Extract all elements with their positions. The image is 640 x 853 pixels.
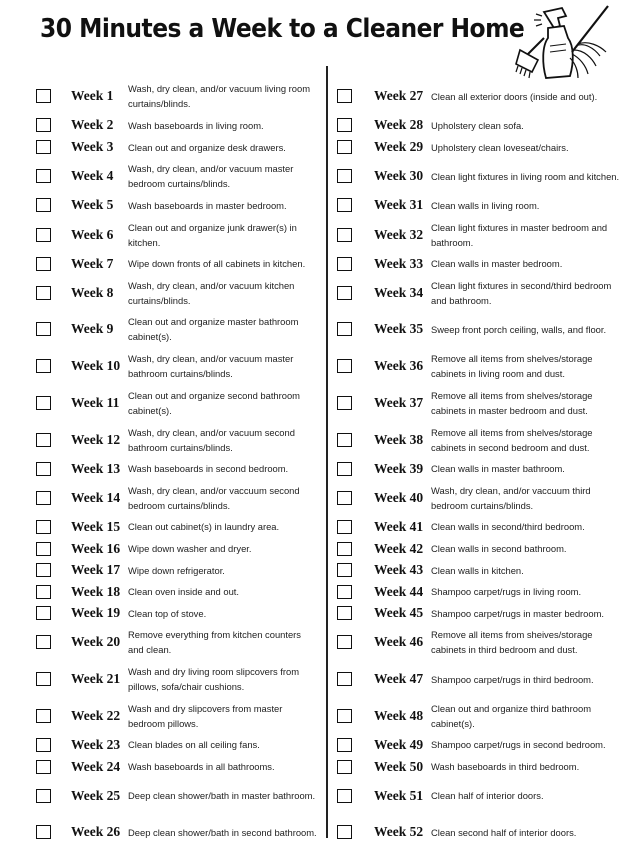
checkbox[interactable] xyxy=(36,433,51,447)
task-text: Upholstery clean sofa. xyxy=(431,119,524,131)
checkbox[interactable] xyxy=(337,198,352,212)
checklist-row xyxy=(36,698,336,735)
checkbox[interactable] xyxy=(337,228,352,242)
week-label: Week 29 xyxy=(374,139,424,155)
week-label: Week 37 xyxy=(374,394,424,410)
checkbox[interactable] xyxy=(36,709,51,723)
week-label: Week 8 xyxy=(71,284,114,300)
checkbox[interactable] xyxy=(36,198,51,212)
task-text: Wash and dry living room slipcovers from pillows, sofa/chair cushions. xyxy=(128,666,300,693)
checklist-row xyxy=(36,216,336,253)
checkbox[interactable] xyxy=(337,396,352,410)
week-label: Week 35 xyxy=(374,321,424,337)
checkbox[interactable] xyxy=(36,672,51,686)
checklist-row xyxy=(36,603,336,625)
week-label: Week 1 xyxy=(71,88,114,104)
checklist-left-column xyxy=(36,78,336,851)
task-text: Clean walls in kitchen. xyxy=(431,564,524,576)
checklist-row xyxy=(36,348,336,385)
task-text: Upholstery clean loveseat/chairs. xyxy=(431,141,569,153)
checklist-row xyxy=(337,136,637,158)
checkbox[interactable] xyxy=(337,491,352,505)
task-text: Clean walls in master bathroom. xyxy=(431,463,565,475)
checkbox[interactable] xyxy=(36,563,51,577)
checkbox[interactable] xyxy=(337,789,352,803)
task-text: Clean blades on all ceiling fans. xyxy=(128,739,260,751)
checkbox[interactable] xyxy=(36,635,51,649)
checkbox[interactable] xyxy=(337,118,352,132)
week-label: Week 28 xyxy=(374,117,424,133)
checkbox[interactable] xyxy=(36,825,51,839)
task-text: Clean walls in living room. xyxy=(431,199,540,211)
week-label: Week 26 xyxy=(71,824,121,840)
checklist-row xyxy=(337,421,637,458)
task-text: Wash baseboards in second bedroom. xyxy=(128,463,289,475)
task-text: Shampoo carpet/rugs in master bedroom. xyxy=(431,607,605,619)
task-text: Wash, dry clean, and/or vacuum kitchen curtains/blinds. xyxy=(128,279,295,306)
week-label: Week 22 xyxy=(71,707,121,723)
checkbox[interactable] xyxy=(337,825,352,839)
task-text: Wash, dry clean, and/or vacuum master bathroom curtains/blinds. xyxy=(128,353,294,380)
checklist-row xyxy=(337,158,637,195)
task-text: Clean walls in second bathroom. xyxy=(431,543,567,555)
checklist-row xyxy=(337,348,637,385)
checklist-row xyxy=(36,777,336,814)
checklist-row xyxy=(36,253,336,275)
checklist-row xyxy=(337,603,637,625)
week-label: Week 51 xyxy=(374,787,424,803)
checklist-row xyxy=(337,311,637,348)
checkbox[interactable] xyxy=(337,433,352,447)
week-label: Week 27 xyxy=(374,88,424,104)
checklist-row xyxy=(36,756,336,778)
checklist-row xyxy=(337,814,637,851)
task-text: Deep clean shower/bath in second bathroom. xyxy=(128,826,317,838)
week-label: Week 14 xyxy=(71,489,121,505)
checklist-row xyxy=(337,253,637,275)
checkbox[interactable] xyxy=(36,118,51,132)
week-label: Week 34 xyxy=(374,284,424,300)
task-text: Wash, dry clean, and/or vaccuum third bedroom curtains/blinds. xyxy=(431,484,591,511)
checklist-row xyxy=(36,115,336,137)
checkbox[interactable] xyxy=(337,585,352,599)
week-label: Week 40 xyxy=(374,489,424,505)
checklist-row xyxy=(337,274,637,311)
checklist-row xyxy=(36,158,336,195)
week-label: Week 5 xyxy=(71,197,114,213)
checkbox[interactable] xyxy=(36,396,51,410)
checklist-row xyxy=(36,421,336,458)
checklist-row xyxy=(337,195,637,217)
task-text: Clean top of stove. xyxy=(128,607,207,619)
checklist-row xyxy=(337,734,637,756)
week-label: Week 38 xyxy=(374,431,424,447)
task-text: Clean light fixtures in second/third bedroom and bathroom. xyxy=(431,279,612,306)
week-label: Week 7 xyxy=(71,255,114,271)
checklist-row xyxy=(337,756,637,778)
task-text: Wash baseboards in all bathrooms. xyxy=(128,761,275,773)
week-label: Week 39 xyxy=(374,460,424,476)
week-label: Week 2 xyxy=(71,117,114,133)
checklist-row xyxy=(36,538,336,560)
checklist-right-column xyxy=(337,78,637,851)
week-label: Week 43 xyxy=(374,562,424,578)
task-text: Wash baseboards in master bedroom. xyxy=(128,199,287,211)
checklist-row xyxy=(337,115,637,137)
week-label: Week 41 xyxy=(374,518,424,534)
task-text: Remove all items from shelves/storage cabinets in master bedroom and dust. xyxy=(431,389,593,416)
task-text: Clean out cabinet(s) in laundry area. xyxy=(128,521,280,533)
checkbox[interactable] xyxy=(36,140,51,154)
checkbox[interactable] xyxy=(337,709,352,723)
week-label: Week 20 xyxy=(71,634,121,650)
checkbox[interactable] xyxy=(337,322,352,336)
checklist-row xyxy=(36,734,336,756)
week-label: Week 23 xyxy=(71,736,121,752)
task-text: Wash, dry clean, and/or vacuum second bathroom curtains/blinds. xyxy=(128,426,295,453)
week-label: Week 30 xyxy=(374,168,424,184)
checkbox[interactable] xyxy=(337,672,352,686)
week-label: Week 42 xyxy=(374,540,424,556)
task-text: Clean all exterior doors (inside and out). xyxy=(431,90,598,102)
week-label: Week 13 xyxy=(71,460,121,476)
checkbox[interactable] xyxy=(36,286,51,300)
week-label: Week 32 xyxy=(374,226,424,242)
task-text: Remove all items from shelves/storage cabinets in second bedroom and dust. xyxy=(431,426,593,453)
checkbox[interactable] xyxy=(337,520,352,534)
task-text: Clean light fixtures in living room and kitchen. xyxy=(431,170,620,182)
checkbox[interactable] xyxy=(36,520,51,534)
checkbox[interactable] xyxy=(337,635,352,649)
task-text: Deep clean shower/bath in master bathroom. xyxy=(128,790,316,802)
week-label: Week 50 xyxy=(374,758,424,774)
week-label: Week 31 xyxy=(374,197,424,213)
checkbox[interactable] xyxy=(36,542,51,556)
checklist-row xyxy=(36,136,336,158)
task-text: Wash baseboards in third bedroom. xyxy=(431,761,580,773)
checklist-row xyxy=(36,661,336,698)
week-label: Week 11 xyxy=(71,394,120,410)
week-label: Week 24 xyxy=(71,758,121,774)
week-label: Week 48 xyxy=(374,707,424,723)
checklist-row xyxy=(337,581,637,603)
task-text: Clean second half of interior doors. xyxy=(431,826,577,838)
week-label: Week 47 xyxy=(374,671,424,687)
checkbox[interactable] xyxy=(337,462,352,476)
task-text: Wipe down washer and dryer. xyxy=(128,543,252,555)
checklist-row xyxy=(337,516,637,538)
task-text: Clean out and organize junk drawer(s) in kitchen. xyxy=(128,221,297,248)
checkbox[interactable] xyxy=(337,738,352,752)
checklist-row xyxy=(36,385,336,422)
checkbox[interactable] xyxy=(36,491,51,505)
cleaning-supplies-icon xyxy=(514,2,610,82)
task-text: Clean out and organize second bathroom cabinet(s). xyxy=(128,389,300,416)
week-label: Week 25 xyxy=(71,787,121,803)
task-text: Wash, dry clean, and/or vacuum master bedroom curtains/blinds. xyxy=(128,163,294,190)
task-text: Clean out and organize third bathroom cabinet(s). xyxy=(431,702,591,729)
checklist-row xyxy=(36,311,336,348)
checkbox[interactable] xyxy=(36,789,51,803)
task-text: Clean out and organize desk drawers. xyxy=(128,141,286,153)
checklist-row xyxy=(36,559,336,581)
week-label: Week 15 xyxy=(71,518,121,534)
checkbox[interactable] xyxy=(36,359,51,373)
checkbox[interactable] xyxy=(337,257,352,271)
checkbox[interactable] xyxy=(36,257,51,271)
checklist-row xyxy=(337,78,637,115)
checklist-row xyxy=(337,479,637,516)
week-label: Week 4 xyxy=(71,168,114,184)
week-label: Week 52 xyxy=(374,824,424,840)
week-label: Week 16 xyxy=(71,540,121,556)
week-label: Week 6 xyxy=(71,226,114,242)
task-text: Clean walls in master bedroom. xyxy=(431,258,563,270)
page-title: 30 Minutes a Week to a Cleaner Home xyxy=(40,14,525,44)
task-text: Wipe down fronts of all cabinets in kitchen. xyxy=(128,258,306,270)
checklist-row xyxy=(337,538,637,560)
task-text: Clean oven inside and out. xyxy=(128,586,240,598)
week-label: Week 49 xyxy=(374,736,424,752)
task-text: Clean light fixtures in master bedroom and bathroom. xyxy=(431,221,608,248)
week-label: Week 45 xyxy=(374,605,424,621)
week-label: Week 36 xyxy=(374,358,424,374)
week-label: Week 17 xyxy=(71,562,121,578)
checklist-row xyxy=(337,385,637,422)
task-text: Shampoo carpet/rugs in third bedroom. xyxy=(431,673,594,685)
task-text: Wash, dry clean, and/or vacuum living room curtains/blinds. xyxy=(128,83,311,110)
task-text: Clean walls in second/third bedroom. xyxy=(431,521,585,533)
checkbox[interactable] xyxy=(36,738,51,752)
task-text: Shampoo carpet/rugs in second bedroom. xyxy=(431,739,606,751)
task-text: Remove everything from kitchen counters and clean. xyxy=(128,629,301,656)
task-text: Remove all items from sheives/storage cabinets in third bedroom and dust. xyxy=(431,629,593,656)
week-label: Week 19 xyxy=(71,605,121,621)
checklist-row xyxy=(36,458,336,480)
checkbox[interactable] xyxy=(36,462,51,476)
checkbox[interactable] xyxy=(36,228,51,242)
week-label: Week 9 xyxy=(71,321,114,337)
checkbox[interactable] xyxy=(337,606,352,620)
checkbox[interactable] xyxy=(337,286,352,300)
checkbox[interactable] xyxy=(36,585,51,599)
checklist-row xyxy=(36,814,336,851)
checklist-row xyxy=(36,195,336,217)
task-text: Remove all items from shelves/storage cabinets in living room and dust. xyxy=(431,353,593,380)
week-label: Week 44 xyxy=(374,583,424,599)
checklist-row xyxy=(337,661,637,698)
checklist-row xyxy=(36,479,336,516)
checkbox[interactable] xyxy=(337,169,352,183)
checklist-row xyxy=(36,274,336,311)
task-text: Wash baseboards in living room. xyxy=(128,119,264,131)
checkbox[interactable] xyxy=(337,760,352,774)
checklist-row xyxy=(36,581,336,603)
checklist-row xyxy=(337,777,637,814)
week-label: Week 3 xyxy=(71,139,114,155)
checklist-row xyxy=(337,458,637,480)
week-label: Week 46 xyxy=(374,634,424,650)
checkbox[interactable] xyxy=(337,542,352,556)
task-text: Wash and dry slipcovers from master bedroom pillows. xyxy=(128,702,283,729)
task-text: Clean out and organize master bathroom cabinet(s). xyxy=(128,316,299,343)
checkbox[interactable] xyxy=(36,606,51,620)
week-label: Week 10 xyxy=(71,358,121,374)
task-text: Clean half of interior doors. xyxy=(431,790,544,802)
checklist-row xyxy=(36,516,336,538)
checkbox[interactable] xyxy=(337,140,352,154)
task-text: Shampoo carpet/rugs in living room. xyxy=(431,586,582,598)
checkbox[interactable] xyxy=(337,563,352,577)
checklist-row xyxy=(337,698,637,735)
week-label: Week 12 xyxy=(71,431,121,447)
task-text: Wash, dry clean, and/or vaccuum second bedroom curtains/blinds. xyxy=(128,484,300,511)
week-label: Week 18 xyxy=(71,583,121,599)
week-label: Week 21 xyxy=(71,671,121,687)
checkbox[interactable] xyxy=(337,89,352,103)
task-text: Sweep front porch ceiling, walls, and floor. xyxy=(431,323,607,335)
checklist-row xyxy=(36,624,336,661)
checklist-row xyxy=(36,78,336,115)
checklist-row xyxy=(337,216,637,253)
checkbox[interactable] xyxy=(36,760,51,774)
checkbox[interactable] xyxy=(36,322,51,336)
task-text: Wipe down refrigerator. xyxy=(128,564,225,576)
checkbox[interactable] xyxy=(36,169,51,183)
week-label: Week 33 xyxy=(374,255,424,271)
checkbox[interactable] xyxy=(337,359,352,373)
checklist-row xyxy=(337,559,637,581)
checkbox[interactable] xyxy=(36,89,51,103)
checklist-row xyxy=(337,624,637,661)
